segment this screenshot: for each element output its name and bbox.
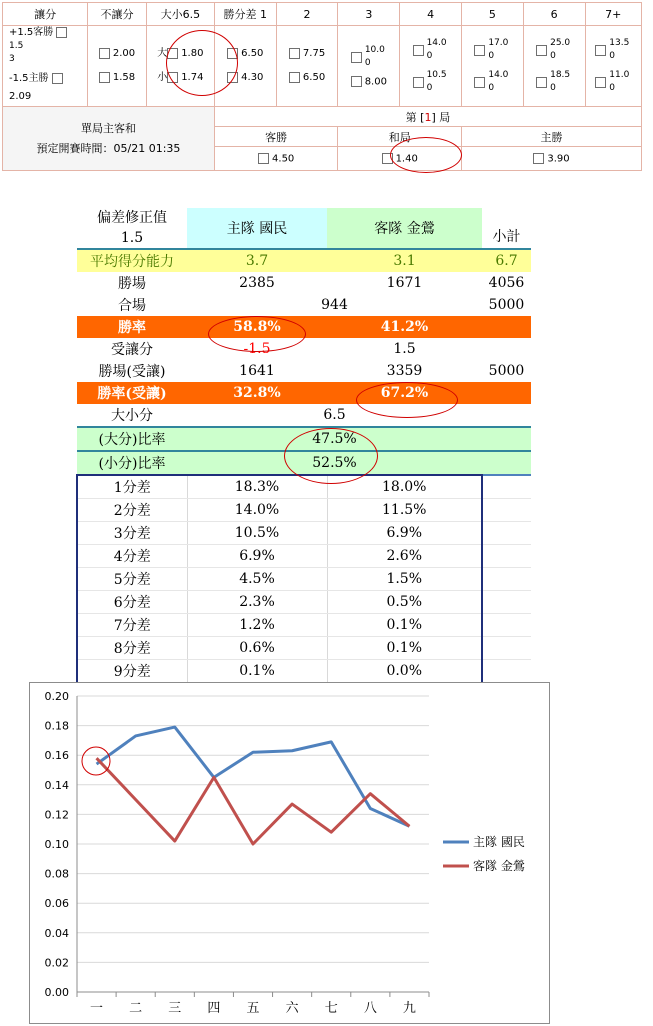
handicap-blank [482, 338, 531, 360]
margin-blank [482, 475, 531, 499]
moneyline-home-odds: 1.58 [112, 72, 136, 83]
margin-2-away-odds: 7.75 [302, 48, 326, 59]
hrate-label: 勝率(受讓) [77, 382, 187, 404]
margin-row [77, 475, 531, 499]
single-draw-label: 和局 [338, 127, 462, 147]
draw-total: 5000 [488, 297, 525, 313]
margin-cell-6 [523, 26, 585, 107]
wins-row [77, 272, 531, 294]
wins-home: 2385 [239, 275, 275, 291]
margin-blank [482, 637, 531, 660]
header-margin-5: 5 [461, 3, 523, 26]
ou-row [77, 404, 531, 427]
hwins-total: 5000 [488, 363, 525, 379]
margin-blank [482, 568, 531, 591]
under-odds: 1.74 [181, 72, 204, 83]
chart-y-tick: 0.12 [44, 808, 69, 822]
margin-blank [482, 522, 531, 545]
winrate-row [77, 316, 531, 338]
chart-legend-label: 客隊 金鶯 [473, 859, 525, 873]
margin-away: 0.1% [327, 637, 482, 660]
chart-y-tick: 0.18 [44, 719, 69, 733]
chart-y-tick: 0.08 [44, 867, 69, 881]
header-handicap: 讓分 [3, 3, 88, 26]
header-over-under: 大小6.5 [146, 3, 214, 26]
margin-label: 3分差 [77, 522, 187, 545]
margin-row [77, 545, 531, 568]
margin-home: 2.3% [187, 591, 327, 614]
margin-4-away-checkbox[interactable] [413, 45, 424, 56]
chart-y-tick: 0.16 [44, 749, 69, 763]
bias-value: 1.5 [120, 230, 144, 246]
winrate-home: 58.8% [187, 316, 327, 338]
hwins-row [77, 360, 531, 382]
margin-6-away-checkbox[interactable] [536, 45, 547, 56]
moneyline-away-checkbox[interactable] [99, 48, 110, 59]
scheduled-time: 預定開賽時間：05/21 01:35 [36, 141, 181, 155]
under-label: (小分)比率 [77, 451, 187, 475]
hrate-away: 67.2% [327, 382, 482, 404]
single-away-label: 客勝 [214, 127, 338, 147]
chart-x-tick: 二 [129, 1001, 143, 1016]
avg-label: 平均得分能力 [77, 249, 187, 272]
over-blank [482, 427, 531, 451]
chart-x-tick: 一 [90, 1001, 104, 1016]
margin-away: 18.0% [327, 475, 482, 499]
margin-blank [482, 591, 531, 614]
round-label [214, 107, 641, 127]
single-round-header-row [3, 107, 642, 127]
under-row [77, 451, 531, 475]
home-team-header: 主隊 國民 [187, 208, 327, 249]
margin-7plus-home-odds: 11.00 [609, 70, 630, 93]
hrate-blank [482, 382, 531, 404]
single-away-cell [214, 147, 338, 171]
margin-distribution-chart [29, 682, 550, 1024]
margin-3-away-checkbox[interactable] [351, 52, 362, 63]
single-draw-odds: 1.40 [395, 153, 418, 165]
over-label: (大分)比率 [77, 427, 187, 451]
ou-label: 大小分 [111, 408, 153, 424]
moneyline-home-checkbox[interactable] [99, 72, 110, 83]
stats-head-row [77, 208, 531, 249]
margin-4-home-checkbox[interactable] [413, 77, 424, 88]
ou-value: 6.5 [323, 407, 346, 423]
hrate-home: 32.8% [187, 382, 327, 404]
margin-3-home-odds: 8.00 [364, 76, 387, 88]
margin-home: 10.5% [187, 522, 327, 545]
handicap-away-label: +1.5客勝 [9, 27, 54, 38]
bias-label: 偏差修正值 [97, 210, 167, 226]
margin-4-away-odds: 14.00 [426, 38, 447, 61]
margin-2-away-checkbox[interactable] [289, 48, 300, 59]
margin-5-away-checkbox[interactable] [474, 45, 485, 56]
margin-label: 4分差 [77, 545, 187, 568]
round-suffix: ] 局 [431, 110, 451, 124]
wins-label: 勝場 [118, 276, 146, 292]
single-round-info [3, 107, 215, 171]
under-checkbox[interactable] [167, 72, 178, 83]
chart-x-tick: 六 [285, 1001, 299, 1016]
over-row [77, 427, 531, 451]
chart-x-tick: 八 [363, 1001, 377, 1016]
hwins-home: 1641 [239, 363, 275, 379]
margin-cell-5 [461, 26, 523, 107]
hwins-label: 勝場(受讓) [98, 364, 166, 380]
margin-away: 6.9% [327, 522, 482, 545]
margin-home: 0.1% [187, 660, 327, 684]
margin-row [77, 568, 531, 591]
chart-y-tick: 0.06 [44, 897, 69, 911]
header-margin-4: 4 [400, 3, 462, 26]
margin-label: 5分差 [77, 568, 187, 591]
handicap-home: -1.5 [243, 341, 271, 357]
margin-home: 0.6% [187, 637, 327, 660]
single-draw-cell [338, 147, 462, 171]
chart-y-tick: 0.20 [44, 690, 69, 703]
chart-y-tick: 0.10 [44, 838, 69, 851]
handicap-label: 受讓分 [111, 342, 153, 358]
margin-blank [482, 614, 531, 637]
margin-7plus-away-odds: 13.50 [609, 38, 630, 61]
subtotal-header: 小計 [492, 229, 521, 245]
margin-7plus-home-checkbox[interactable] [595, 77, 606, 88]
moneyline-cell [88, 26, 147, 107]
handicap-row [77, 338, 531, 360]
margin-home: 1.2% [187, 614, 327, 637]
margin-label: 7分差 [77, 614, 187, 637]
margin-4-home-odds: 10.50 [426, 70, 447, 93]
margin-row [77, 660, 531, 684]
under-label: 小 [157, 72, 168, 83]
wins-away: 1671 [386, 275, 423, 291]
avg-total: 6.7 [482, 249, 531, 272]
margin-home: 6.9% [187, 545, 327, 568]
margin-5-away-odds: 17.00 [488, 38, 509, 61]
margin-1-away-checkbox[interactable] [227, 48, 238, 59]
margin-label: 8分差 [77, 637, 187, 660]
chart-x-tick: 九 [402, 1001, 416, 1016]
margin-cell-3 [338, 26, 400, 107]
chart-x-tick: 四 [207, 1001, 221, 1016]
margin-blank [482, 545, 531, 568]
margin-1-home-checkbox[interactable] [227, 72, 238, 83]
ou-blank [482, 404, 531, 427]
winrate-blank [482, 316, 531, 338]
avg-away: 3.1 [327, 249, 482, 272]
hwins-away: 3359 [386, 363, 423, 379]
header-margin-6: 6 [523, 3, 585, 26]
over-odds: 1.80 [181, 48, 204, 59]
chart-x-tick: 七 [324, 1001, 338, 1016]
over-label: 大 [157, 48, 168, 59]
margin-6-home-checkbox[interactable] [536, 77, 547, 88]
odds-header-row [3, 3, 642, 26]
chart-legend-label: 主隊 國民 [473, 835, 525, 849]
header-moneyline: 不讓分 [88, 3, 147, 26]
margin-label: 9分差 [77, 660, 187, 684]
single-away-checkbox[interactable] [258, 153, 269, 164]
margin-cell-1 [214, 26, 276, 107]
margin-label: 1分差 [77, 475, 187, 499]
single-away-odds: 4.50 [272, 153, 295, 165]
margin-row [77, 591, 531, 614]
margin-blank [482, 499, 531, 522]
margin-5-home-odds: 14.00 [488, 70, 509, 93]
chart-y-tick: 0.14 [44, 778, 69, 792]
margin-row [77, 614, 531, 637]
margin-cell-7plus [585, 26, 642, 107]
margin-2-home-checkbox[interactable] [289, 72, 300, 83]
margin-home: 18.3% [187, 475, 327, 499]
odds-table [2, 2, 642, 171]
header-margin-1: 勝分差 1 [214, 3, 276, 26]
over-value: 47.5% [187, 427, 482, 451]
margin-6-away-odds: 25.00 [550, 38, 571, 61]
draw-value: 944 [321, 297, 348, 313]
margin-label: 2分差 [77, 499, 187, 522]
round-number: 1 [424, 110, 432, 124]
chart-x-tick: 三 [168, 1001, 182, 1016]
margin-away: 11.5% [327, 499, 482, 522]
handicap-home-label: -1.5主勝 [9, 73, 49, 84]
margin-away: 1.5% [327, 568, 482, 591]
margin-7plus-away-checkbox[interactable] [595, 45, 606, 56]
under-blank [482, 451, 531, 475]
margin-away: 0.5% [327, 591, 482, 614]
hrate-row [77, 382, 531, 404]
header-margin-7plus: 7+ [585, 3, 642, 26]
margin-1-home-odds: 4.30 [241, 72, 264, 83]
margin-row [77, 499, 531, 522]
wins-total: 4056 [488, 275, 525, 291]
avg-home: 3.7 [187, 249, 327, 272]
single-home-cell [461, 147, 641, 171]
draw-row [77, 294, 531, 316]
margin-label: 6分差 [77, 591, 187, 614]
away-team-header: 客隊 金鶯 [327, 208, 482, 249]
margin-away: 0.1% [327, 614, 482, 637]
chart-frame [30, 683, 550, 1024]
chart-y-tick: 0.02 [44, 956, 69, 970]
stats-table [76, 208, 531, 684]
over-under-cell [146, 26, 214, 107]
margin-row [77, 522, 531, 545]
handicap-away-odds: 1.53 [9, 41, 24, 64]
handicap-home-checkbox[interactable] [52, 73, 63, 84]
moneyline-away-odds: 2.00 [112, 48, 136, 59]
round-prefix: 第 [ [405, 110, 425, 124]
avg-row [77, 249, 531, 272]
handicap-away: 1.5 [393, 341, 416, 357]
chart-x-tick: 五 [246, 1001, 260, 1016]
single-draw-checkbox[interactable] [382, 153, 393, 164]
margin-away: 2.6% [327, 545, 482, 568]
chart-y-tick: 0.00 [44, 986, 69, 999]
winrate-away: 41.2% [327, 316, 482, 338]
margin-3-home-checkbox[interactable] [351, 76, 362, 87]
single-round-title: 單局主客和 [80, 121, 136, 135]
margin-cell-2 [276, 26, 338, 107]
single-home-checkbox[interactable] [533, 153, 544, 164]
single-home-odds: 3.90 [547, 153, 570, 165]
margin-away: 0.0% [327, 660, 482, 684]
margin-6-home-odds: 18.50 [550, 70, 571, 93]
chart-y-tick: 0.04 [44, 926, 69, 940]
handicap-cell [3, 26, 88, 107]
margin-row [77, 637, 531, 660]
handicap-home-odds: 2.09 [9, 91, 32, 102]
handicap-away-checkbox[interactable] [56, 27, 67, 38]
margin-2-home-odds: 6.50 [302, 72, 326, 83]
draw-label: 合場 [118, 298, 146, 314]
odds-values-row [3, 26, 642, 107]
under-value: 52.5% [187, 451, 482, 475]
winrate-label: 勝率 [77, 316, 187, 338]
header-margin-2: 2 [276, 3, 338, 26]
header-margin-3: 3 [338, 3, 400, 26]
margin-5-home-checkbox[interactable] [474, 77, 485, 88]
margin-blank [482, 660, 531, 684]
margin-home: 4.5% [187, 568, 327, 591]
margin-home: 14.0% [187, 499, 327, 522]
margin-3-away-odds: 10.00 [364, 45, 385, 69]
over-checkbox[interactable] [167, 48, 178, 59]
chart-x-tick-labels [90, 1000, 416, 1016]
margin-1-away-odds: 6.50 [241, 48, 264, 59]
single-home-label: 主勝 [461, 127, 641, 147]
bias-cell [77, 208, 187, 249]
margin-cell-4 [400, 26, 462, 107]
